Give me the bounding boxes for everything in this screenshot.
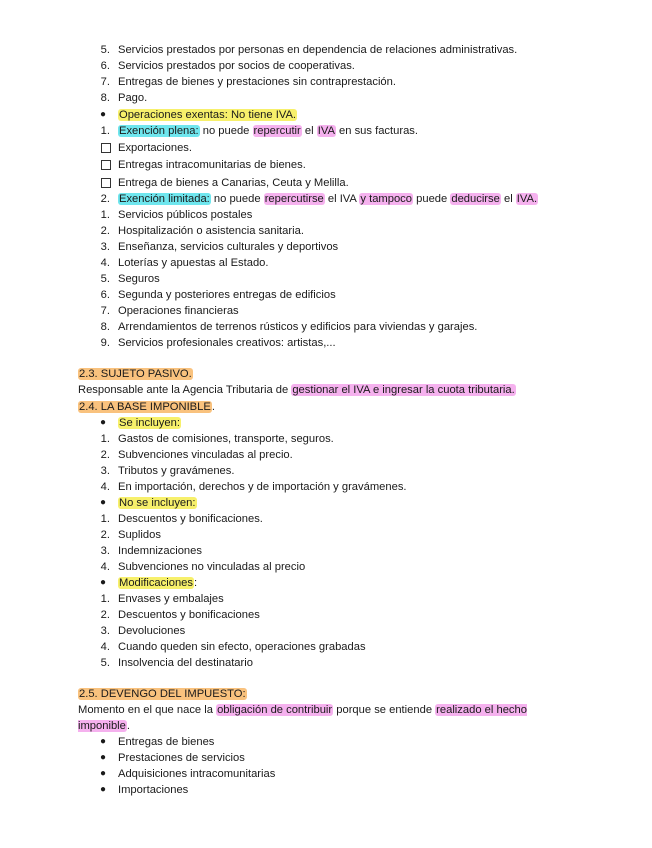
- highlight-term: realizado el hecho imponible: [78, 704, 527, 732]
- list-number: 4.: [100, 257, 110, 269]
- list-number: 2.: [100, 529, 110, 541]
- list-number: 5.: [100, 657, 110, 669]
- list-text: Exportaciones.: [118, 142, 193, 154]
- highlight-term: gestionar el IVA e ingresar la cuota tributaria.: [292, 384, 515, 396]
- heading-text: 2.4. LA BASE IMPONIBLE: [79, 401, 211, 413]
- list-text: Descuentos y bonificaciones: [118, 609, 260, 621]
- list-text: Tributos y gravámenes.: [118, 465, 235, 477]
- list-number: 3.: [100, 465, 110, 477]
- list-number: 4.: [100, 481, 110, 493]
- list-text: Gastos de comisiones, transporte, seguros.: [118, 433, 334, 445]
- text-run: el: [500, 193, 516, 205]
- list-number: 1.: [100, 125, 110, 137]
- bullet-icon: ●: [99, 577, 107, 588]
- highlight-term: IVA.: [516, 193, 538, 205]
- list-number: 5.: [100, 273, 110, 285]
- list-number: 6.: [100, 289, 110, 301]
- text-run: .: [211, 401, 215, 413]
- list-text: Operaciones financieras: [118, 305, 239, 317]
- list-text: Importaciones: [118, 784, 189, 796]
- list-number: 1.: [100, 593, 110, 605]
- list-text: Adquisiciones intracomunitarias: [118, 768, 276, 780]
- text-run: puede: [413, 193, 451, 205]
- list-number: 7.: [100, 305, 110, 317]
- list-text: Pago.: [118, 92, 148, 104]
- list-number: 3.: [100, 625, 110, 637]
- highlighted-text: Se incluyen:: [119, 417, 180, 429]
- list-number: 7.: [100, 76, 110, 88]
- list-number: 1.: [100, 513, 110, 525]
- list-text: Descuentos y bonificaciones.: [118, 513, 263, 525]
- list-text: Servicios prestados por personas en dependencia de relaciones administrativas.: [118, 44, 518, 56]
- list-text: Envases y embalajes: [118, 593, 224, 605]
- bullet-icon: ●: [99, 768, 107, 779]
- checkbox-icon: [101, 160, 111, 170]
- list-text: Insolvencia del destinatario: [118, 657, 253, 669]
- bullet-icon: ●: [99, 417, 107, 428]
- list-text: Servicios profesionales creativos: artistas,...: [118, 337, 336, 349]
- list-number: 4.: [100, 561, 110, 573]
- highlighted-text: Modificaciones: [119, 577, 193, 589]
- heading-text: 2.5. DEVENGO DEL IMPUESTO:: [79, 688, 246, 700]
- highlight-term: repercutirse: [264, 193, 324, 205]
- checkbox-icon: [101, 143, 111, 153]
- bullet-icon: ●: [99, 752, 107, 763]
- list-number: 3.: [100, 241, 110, 253]
- list-text: Entregas intracomunitarias de bienes.: [118, 159, 306, 171]
- list-text: Servicios públicos postales: [118, 209, 253, 221]
- list-number: 2.: [100, 609, 110, 621]
- list-text: Entregas de bienes: [118, 736, 215, 748]
- list-number: 5.: [100, 44, 110, 56]
- highlight-term: deducirse: [451, 193, 500, 205]
- list-text: Segunda y posteriores entregas de edificios: [118, 289, 336, 301]
- list-number: 2.: [100, 193, 110, 205]
- list-text: Entregas de bienes y prestaciones sin contraprestación.: [118, 76, 396, 88]
- highlight-term: IVA: [317, 125, 335, 137]
- highlight-term: obligación de contribuir: [217, 704, 333, 716]
- list-text: Seguros: [118, 273, 160, 285]
- list-text: Loterías y apuestas al Estado.: [118, 257, 269, 269]
- highlighted-text: Operaciones exentas: No tiene IVA.: [119, 109, 297, 121]
- bullet-icon: ●: [99, 109, 107, 120]
- highlight-term: repercutir: [253, 125, 301, 137]
- list-text: Subvenciones vinculadas al precio.: [118, 449, 293, 461]
- bullet-icon: ●: [99, 736, 107, 747]
- bullet-icon: ●: [99, 784, 107, 795]
- highlighted-text: No se incluyen:: [119, 497, 196, 509]
- list-text: Prestaciones de servicios: [118, 752, 245, 764]
- text-run: porque se entiende: [333, 704, 436, 716]
- text-run: no puede: [199, 125, 253, 137]
- text-run: Momento en el que nace la: [78, 704, 217, 716]
- list-number: 2.: [100, 225, 110, 237]
- list-text: Subvenciones no vinculadas al precio: [118, 561, 306, 573]
- highlight-label: Exención plena:: [119, 125, 199, 137]
- list-number: 9.: [100, 337, 110, 349]
- list-text: Indemnizaciones: [118, 545, 202, 557]
- list-number: 1.: [100, 209, 110, 221]
- heading-text: 2.3. SUJETO PASIVO.: [79, 368, 192, 380]
- list-text: Arrendamientos de terrenos rústicos y edificios para viviendas y garajes.: [118, 321, 478, 333]
- checkbox-icon: [101, 178, 111, 188]
- list-number: 6.: [100, 60, 110, 72]
- list-text: Devoluciones: [118, 625, 186, 637]
- list-number: 4.: [100, 641, 110, 653]
- text-run: el: [301, 125, 317, 137]
- text-run: Responsable ante la Agencia Tributaria de: [78, 384, 292, 396]
- list-number: 2.: [100, 449, 110, 461]
- list-text: En importación, derechos y de importación y gravámenes.: [118, 481, 407, 493]
- bullet-icon: ●: [99, 497, 107, 508]
- list-text: Cuando queden sin efecto, operaciones grabadas: [118, 641, 366, 653]
- list-text: Enseñanza, servicios culturales y deportivos: [118, 241, 339, 253]
- highlight-label: Exención limitada:: [119, 193, 210, 205]
- list-text: [118, 191, 538, 207]
- list-number: 8.: [100, 92, 110, 104]
- highlight-term: y tampoco: [360, 193, 413, 205]
- text-run: :: [194, 577, 198, 589]
- list-text: Entrega de bienes a Canarias, Ceuta y Melilla.: [118, 177, 349, 189]
- text-run: .: [126, 720, 130, 732]
- text-run: no puede: [210, 193, 264, 205]
- text-run: el IVA: [324, 193, 360, 205]
- list-number: 8.: [100, 321, 110, 333]
- list-number: 1.: [100, 433, 110, 445]
- text-run: en sus facturas.: [335, 125, 419, 137]
- list-text: Hospitalización o asistencia sanitaria.: [118, 225, 304, 237]
- list-number: 3.: [100, 545, 110, 557]
- list-text: Servicios prestados por socios de cooperativas.: [118, 60, 355, 72]
- list-text: [118, 123, 418, 139]
- paragraph: [78, 702, 578, 734]
- list-text: Suplidos: [118, 529, 161, 541]
